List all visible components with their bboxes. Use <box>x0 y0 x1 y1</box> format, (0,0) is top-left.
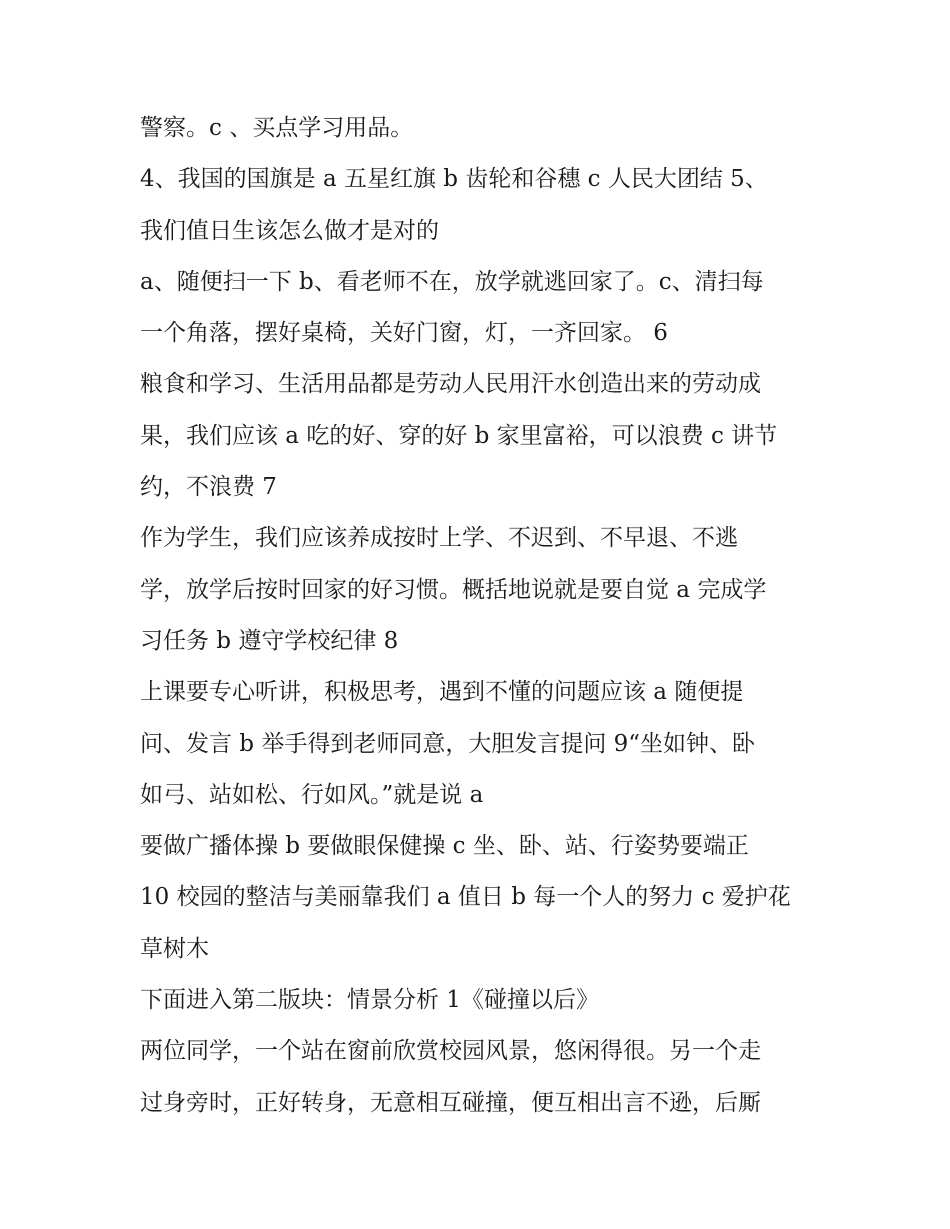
text-line: 约，不浪费 7 <box>140 474 277 501</box>
text-line: 警察。c 、买点学习用品。 <box>140 115 414 141</box>
text-line: 要做广播体操 b 要做眼保健操 c 坐、卧、站、行姿势要端正 <box>140 833 749 860</box>
text-line: 4、我国的国旗是 a 五星红旗 b 齿轮和谷穗 c 人民大团结 5、 <box>140 166 768 193</box>
text-line: 两位同学，一个站在窗前欣赏校园风景，悠闲得很。另一个走 <box>140 1038 761 1065</box>
text-line: 草树木 <box>140 935 209 962</box>
text-line: 过身旁时，正好转身，无意相互碰撞，便互相出言不逊，后厮 <box>140 1089 761 1116</box>
text-line: 粮食和学习、生活用品都是劳动人民用汗水创造出来的劳动成 <box>140 371 761 398</box>
text-line: a、随便扫一下 b、看老师不在，放学就逃回家了。c、清扫每 <box>140 268 764 295</box>
text-line: 问、发言 b 举手得到老师同意，大胆发言提问 9“坐如钟、卧 <box>140 730 756 757</box>
body-text <box>140 103 820 1129</box>
text-line: 上课要专心听讲，积极思考，遇到不懂的问题应该 a 随便提 <box>140 679 744 706</box>
text-line: 我们值日生该怎么做才是对的 <box>140 217 439 244</box>
text-line: 下面进入第二版块：情景分析 1《碰撞以后》 <box>140 987 599 1014</box>
text-line: 习任务 b 遵守学校纪律 8 <box>140 627 399 654</box>
text-line: 如弓、站如松、行如风。”就是说 a <box>140 781 484 808</box>
text-line: 果，我们应该 a 吃的好、穿的好 b 家里富裕，可以浪费 c 讲节 <box>140 422 778 449</box>
text-line: 作为学生，我们应该养成按时上学、不迟到、不早退、不逃 <box>140 525 738 552</box>
text-line: 学，放学后按时回家的好习惯。概括地说就是要自觉 a 完成学 <box>140 576 767 603</box>
text-line: 一个角落，摆好桌椅，关好门窗，灯，一齐回家。 6 <box>140 320 668 347</box>
text-line: 10 校园的整洁与美丽靠我们 a 值日 b 每一个人的努力 c 爱护花 <box>140 884 791 911</box>
